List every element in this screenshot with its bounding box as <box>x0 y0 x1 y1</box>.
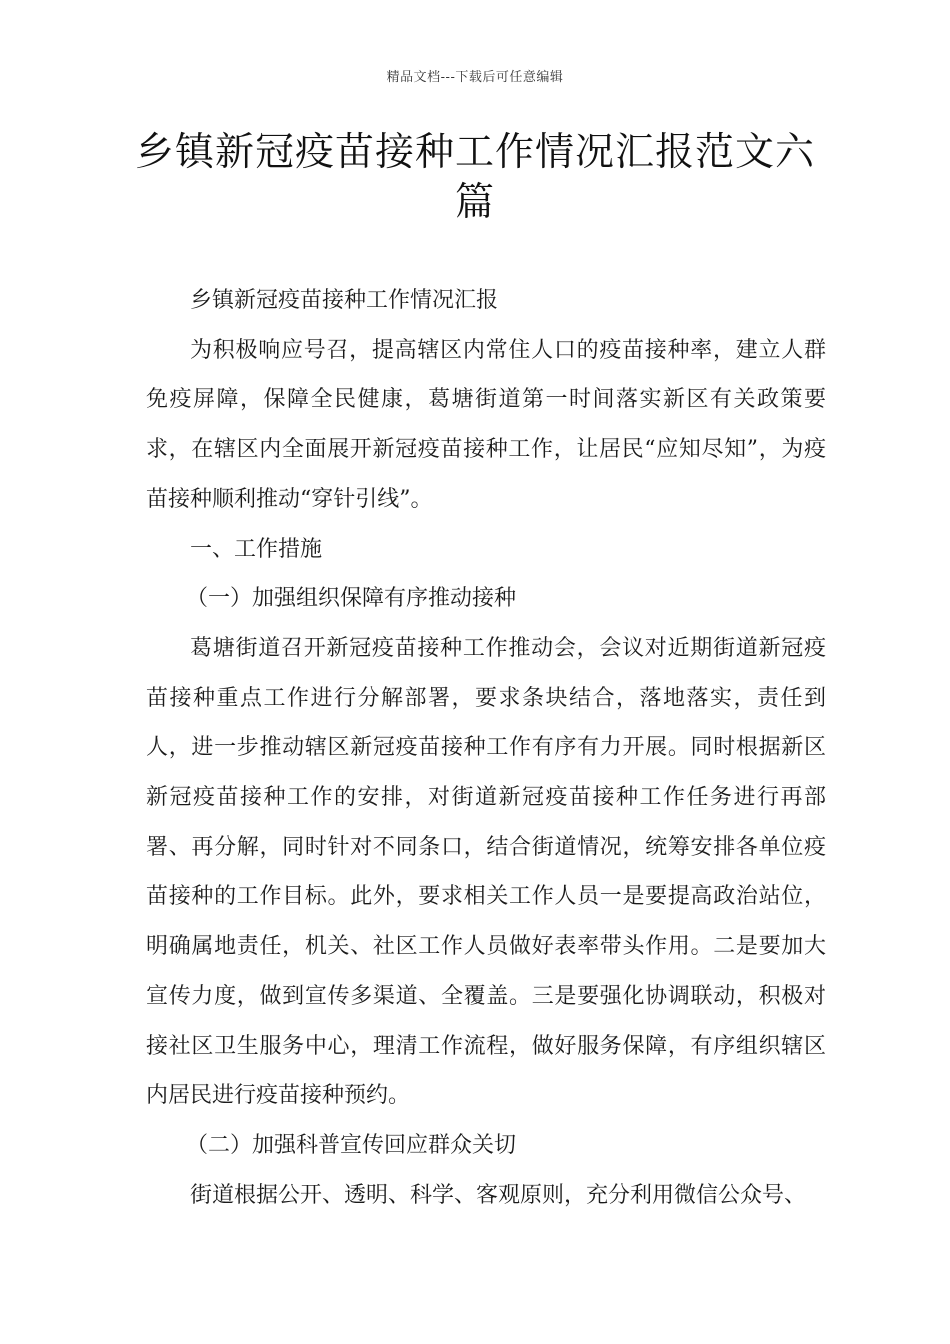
header-note: 精品文档---下载后可任意编辑 <box>386 70 564 85</box>
subsection-heading: （二）加强科普宣传回应群众关切 <box>186 1132 517 1158</box>
section-heading: 一、工作措施 <box>190 536 323 562</box>
body-paragraph: 街道根据公开、透明、科学、客观原则，充分利用微信公众号、 <box>190 1182 807 1208</box>
section-heading: 乡镇新冠疫苗接种工作情况汇报 <box>190 288 499 313</box>
document-body <box>146 276 826 1220</box>
body-paragraph: 为积极响应号召，提高辖区内常住人口的疫苗接种率，建立人群免疫屏障，保障全民健康，葛塘街道第一时间落实新区有关政策要求，在辖区内全面展开新冠疫苗接种工作，让居民“应知尽知”，为疫苗接种顺利推动“穿针引线”。 <box>146 337 826 512</box>
document-title: 乡镇新冠疫苗接种工作情况汇报范文六篇 <box>134 130 815 225</box>
body-paragraph: 葛塘街道召开新冠疫苗接种工作推动会，会议对近期街道新冠疫苗接种重点工作进行分解部署，要求条块结合，落地落实，责任到人，进一步推动辖区新冠疫苗接种工作有序有力开展。同时根据新区新冠疫苗接种工作的安排，对街道新冠疫苗接种工作任务进行再部署、再分解，同时针对不同条口，结合街道情况，统筹安排各单位疫苗接种的工作目标。此外，要求相关工作人员一是要提高政治站位，明确属地责任，机关、社区工作人员做好表率带头作用。二是要加大宣传力度，做到宣传多渠道、全覆盖。三是要强化协调联动，积极对接社区卫生服务中心，理清工作流程，做好服务保障，有序组织辖区内居民进行疫苗接种预约。 <box>146 635 826 1109</box>
subsection-heading: （一）加强组织保障有序推动接种 <box>186 586 517 612</box>
